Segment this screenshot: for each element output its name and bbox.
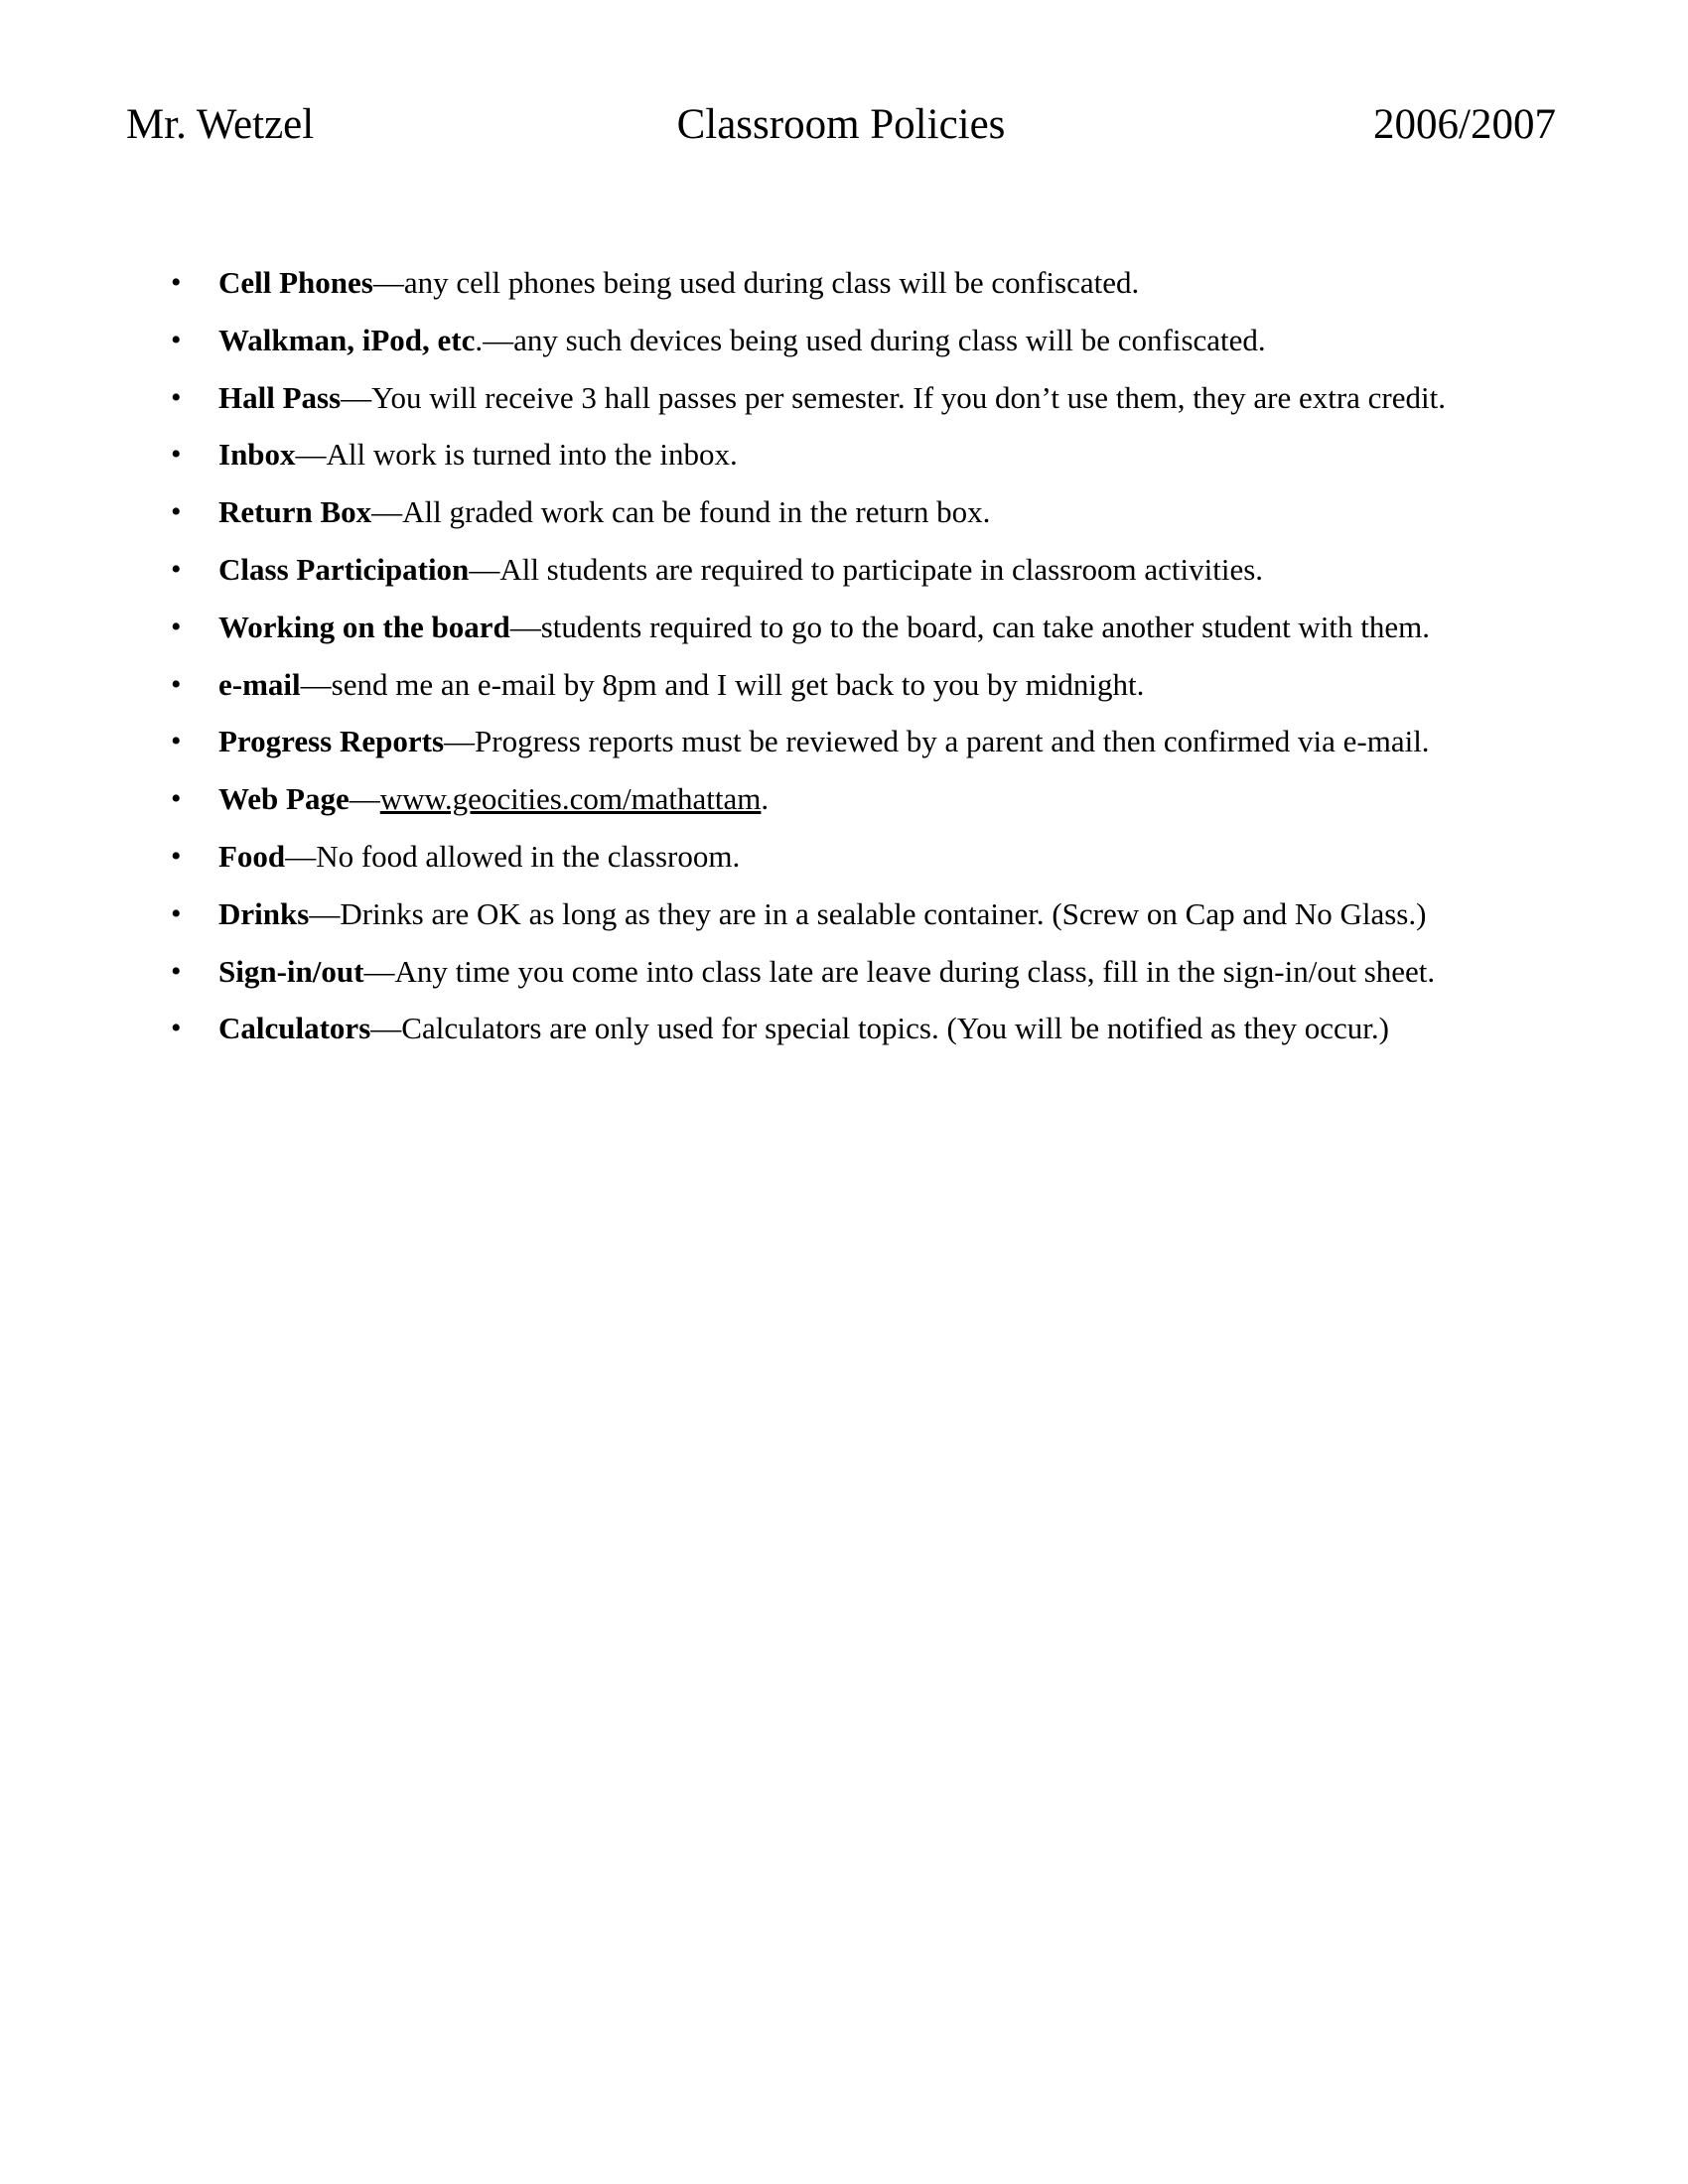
policy-text: Drinks are OK as long as they are in a sealable container. (Screw on Cap and No Glass.) xyxy=(340,895,1427,931)
policy-separator: — xyxy=(309,895,341,931)
policy-item-sign-in-out xyxy=(167,948,1577,1006)
policy-separator: — xyxy=(300,666,332,702)
policy-text: You will receive 3 hall passes per semester. If you don’t use them, they are extra credit. xyxy=(371,379,1446,415)
policy-text: All work is turned into the inbox. xyxy=(326,437,738,473)
bullet-icon: • xyxy=(171,725,182,758)
bullet-icon: • xyxy=(171,667,182,701)
policy-separator: — xyxy=(285,838,317,874)
bullet-icon: • xyxy=(171,782,182,816)
policy-text: No food allowed in the classroom. xyxy=(316,838,741,874)
policy-term: Calculators xyxy=(218,1011,371,1046)
bullet-icon: • xyxy=(171,323,182,356)
policy-text: send me an e-mail by 8pm and I will get back to you by midnight. xyxy=(331,666,1145,702)
policy-text: any cell phones being used during class will be confiscated. xyxy=(403,265,1140,300)
policy-separator: — xyxy=(509,609,541,644)
policy-item-hall-pass xyxy=(167,374,1577,432)
bullet-icon: • xyxy=(171,380,182,414)
policy-item-inbox xyxy=(167,431,1577,488)
bullet-icon: • xyxy=(171,1012,182,1045)
policy-term: Walkman, iPod, etc xyxy=(218,322,476,357)
policy-term: Food xyxy=(218,838,286,874)
policy-term: Web Page xyxy=(218,781,350,817)
policy-text: Any time you come into class late are leave during class, fill in the sign-in/out sheet. xyxy=(394,953,1436,989)
policy-separator: — xyxy=(444,724,476,759)
policy-item-web-page xyxy=(167,775,1577,833)
policy-separator: — xyxy=(370,1011,402,1046)
policy-separator: — xyxy=(372,265,404,300)
policy-text: any such devices being used during class will be confiscated. xyxy=(513,322,1266,357)
policy-item-calculators xyxy=(167,1005,1577,1062)
policy-separator: .— xyxy=(475,322,514,357)
policy-term: Inbox xyxy=(218,437,296,473)
policy-term: Sign-in/out xyxy=(218,953,364,989)
policy-separator: — xyxy=(341,379,372,415)
policy-item-drinks xyxy=(167,890,1577,948)
policy-item-return-box xyxy=(167,488,1577,546)
policy-list xyxy=(167,259,1577,1062)
bullet-icon: • xyxy=(171,552,182,586)
policy-text: students required to go to the board, can take another student with them. xyxy=(540,609,1431,644)
policy-item-food xyxy=(167,833,1577,890)
bullet-icon: • xyxy=(171,495,182,529)
policy-separator: — xyxy=(349,781,380,817)
policy-item-progress-reports xyxy=(167,718,1577,775)
bullet-icon: • xyxy=(171,266,182,299)
policy-separator: — xyxy=(469,551,500,587)
bullet-icon: • xyxy=(171,954,182,988)
bullet-icon: • xyxy=(171,896,182,930)
policy-text: All graded work can be found in the return box. xyxy=(402,494,991,530)
policy-term: Cell Phones xyxy=(218,265,373,300)
policy-item-working-on-board xyxy=(167,604,1577,661)
bullet-icon: • xyxy=(171,438,182,472)
policy-term: Return Box xyxy=(218,494,372,530)
policy-term: e-mail xyxy=(218,666,301,702)
policy-separator: — xyxy=(295,437,327,473)
policy-term: Progress Reports xyxy=(218,724,445,759)
policy-item-email xyxy=(167,661,1577,719)
school-year: 2006/2007 xyxy=(1373,101,1556,148)
policy-item-class-participation xyxy=(167,546,1577,604)
policy-item-walkman xyxy=(167,317,1577,374)
policy-term: Drinks xyxy=(218,895,310,931)
policy-separator: — xyxy=(363,953,395,989)
policy-text: Calculators are only used for special topics. (You will be notified as they occur.) xyxy=(401,1011,1389,1046)
policy-text: . xyxy=(761,781,770,817)
policy-term: Class Participation xyxy=(218,551,470,587)
policy-text: All students are required to participate in classroom activities. xyxy=(499,551,1264,587)
teacher-name: Mr. Wetzel xyxy=(126,101,315,148)
bullet-icon: • xyxy=(171,839,182,873)
policy-text: Progress reports must be reviewed by a parent and then confirmed via e-mail. xyxy=(475,724,1430,759)
page-header xyxy=(126,95,1556,155)
policy-term: Hall Pass xyxy=(218,379,342,415)
web-page-link[interactable]: www.geocities.com/mathattam xyxy=(379,781,762,817)
page-title: Classroom Policies xyxy=(676,101,1006,148)
policy-separator: — xyxy=(371,494,403,530)
bullet-icon: • xyxy=(171,610,182,643)
policy-term: Working on the board xyxy=(218,609,510,644)
policy-item-cell-phones xyxy=(167,259,1577,317)
